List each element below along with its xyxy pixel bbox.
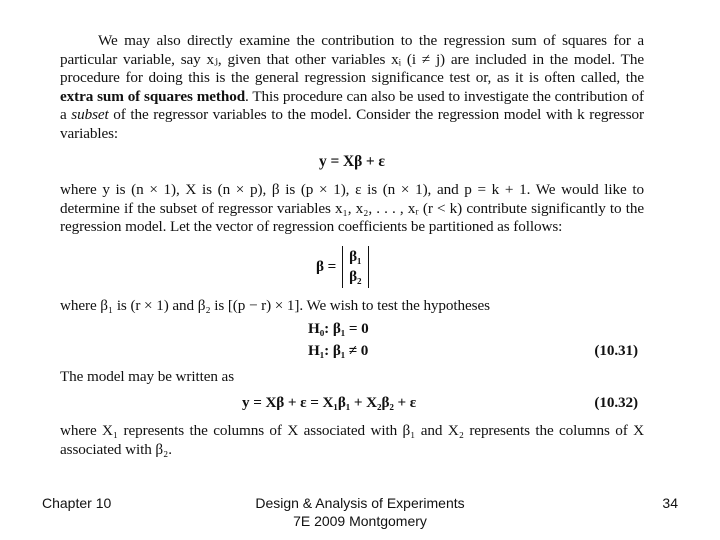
- beta-partition-lhs: β =: [316, 257, 337, 275]
- footer-chapter: Chapter 10: [42, 495, 112, 511]
- footer-book-title: [250, 494, 470, 530]
- paragraph-intro-continued: . This procedure can also be used to investigate the contribution of a: [60, 87, 644, 124]
- extra-sum-of-squares-term: extra sum of squares method: [60, 87, 246, 105]
- paragraph-columns: where X₁ represents the columns of X associated with β₁ and X₂ represents the columns of X associated with β₂.: [60, 422, 644, 458]
- partitioned-model-row: [60, 394, 644, 416]
- alternative-hypothesis-row: [60, 342, 644, 364]
- partitioned-model-equation: y = Xβ + ε = X₁β₁ + X₂β₂ + ε: [242, 394, 417, 412]
- null-hypothesis: H₀: β₁ = 0: [308, 319, 369, 337]
- paragraph-intro: [60, 32, 644, 144]
- regression-model-equation: y = Xβ + ε: [319, 152, 385, 170]
- beta-2-entry: β₂: [349, 267, 362, 285]
- footer-book-title-line1: Design & Analysis of Experiments: [255, 495, 465, 511]
- subset-term: subset: [71, 106, 109, 124]
- paragraph-intro-end: of the regressor variables to the model. Consider the regression model with k regressor variables:: [60, 106, 644, 142]
- paragraph-hypotheses-intro: where β₁ is (r × 1) and β₂ is [(p − r) × 1]. We wish to test the hypotheses: [60, 296, 490, 314]
- footer-book-title-line2: 7E 2009 Montgomery: [293, 513, 427, 529]
- footer-page-number: 34: [662, 495, 678, 511]
- scanned-text-block: [60, 32, 644, 459]
- beta-partition-equation: [316, 243, 644, 291]
- beta-1-entry: β₁: [349, 247, 362, 265]
- equation-number-10-32: (10.32): [594, 394, 638, 412]
- paragraph-model-written: The model may be written as: [60, 367, 235, 385]
- paragraph-intro-text: We may also directly examine the contribution to the regression sum of squares for a particular variable, say xⱼ, given that other variables xᵢ (i ≠ j) are included in the model. The procedure for doing this is the general regression significance test or, as it is often called, the: [60, 32, 644, 87]
- alternative-hypothesis: H₁: β₁ ≠ 0: [308, 341, 369, 359]
- beta-partition-matrix: [342, 246, 368, 288]
- equation-number-10-31: (10.31): [594, 341, 638, 359]
- null-hypothesis-row: [60, 320, 644, 342]
- paragraph-dimensions: where y is (n × 1), X is (n × p), β is (p × 1), ε is (n × 1), and p = k + 1. We would like to determine if the subset of regressor variables x₁, x₂, . . . , xᵣ (r < k) contribute significantly to the regression model. Let the vector of regression coefficients be partitioned as follows:: [60, 181, 644, 236]
